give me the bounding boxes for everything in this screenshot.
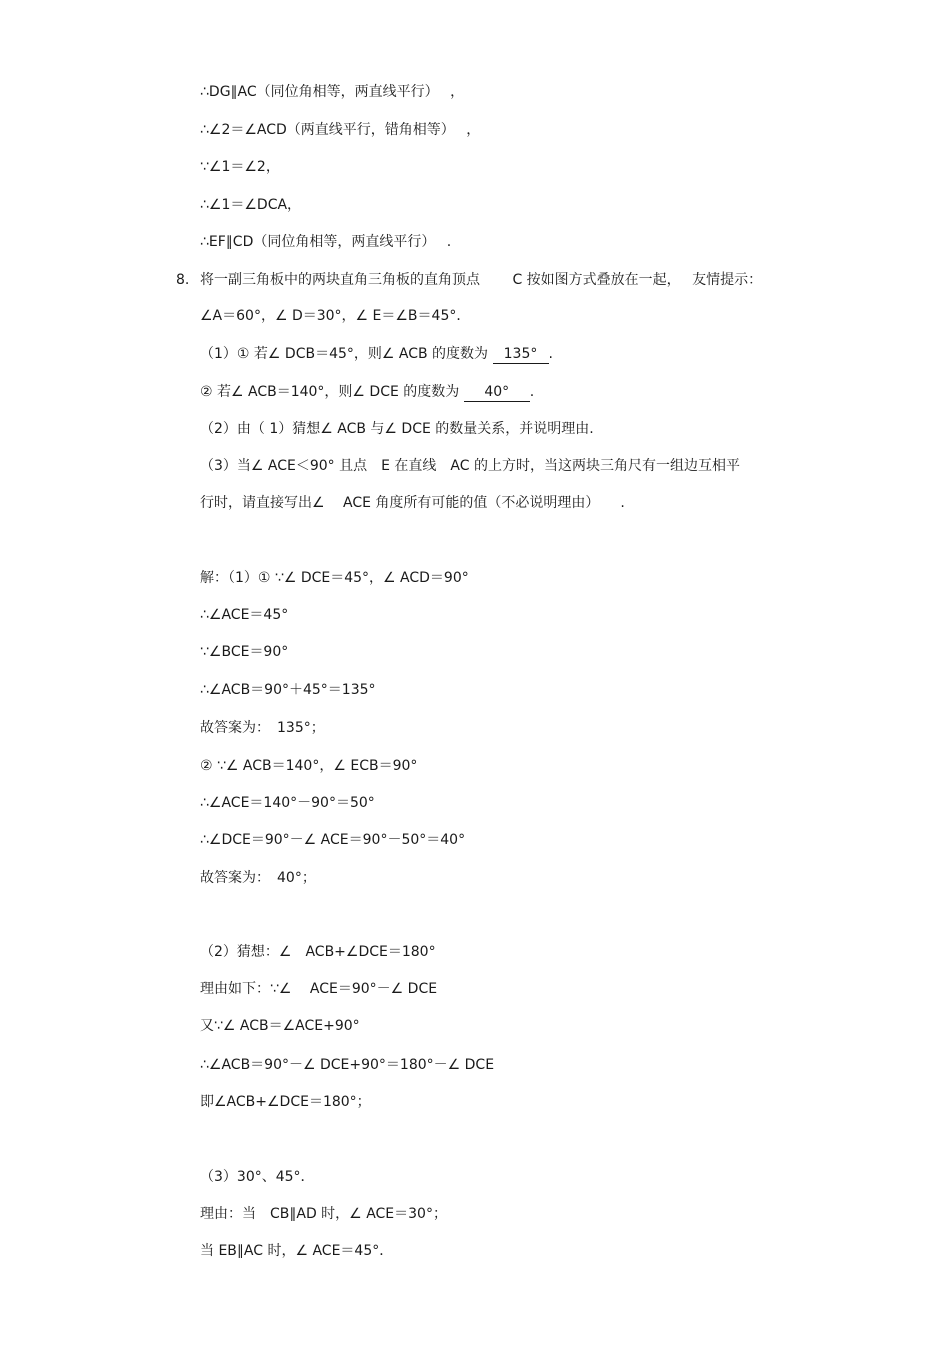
proof-line-2: ∴∠2＝∠ACD（两直线平行，错角相等） ， [200,122,481,138]
solution-line-11: 理由如下：∵∠ ACE＝90°－∠ DCE [200,981,438,997]
solution-line-8: ∴∠DCE＝90°－∠ ACE＝90°－50°＝40° [200,832,466,848]
question-1a-answer: 135° [493,345,549,364]
question-1a-prefix: （1）① 若∠ DCB＝45°，则∠ ACB 的度数为 [200,346,489,362]
problem-statement-line-1: 将一副三角板中的两块直角三角板的直角顶点 C 按如图方式叠放在一起， 友情提示： [200,272,763,288]
solution-line-14: 即∠ACB+∠DCE＝180°； [200,1094,371,1110]
solution-line-2: ∴∠ACE＝45° [200,607,289,623]
solution-line-5: 故答案为： 135°； [200,720,325,736]
question-1a-suffix: . [548,346,553,362]
question-1b-answer: 40° [464,383,530,402]
solution-line-12: 又∵∠ ACB＝∠ACE+90° [200,1018,360,1034]
question-1b-suffix: . [529,384,535,400]
solution-line-10: （2）猜想：∠ ACB+∠DCE＝180° [200,944,436,960]
proof-line-3: ∵∠1＝∠2， [200,159,280,175]
solution-line-7: ∴∠ACE＝140°－90°＝50° [200,795,375,811]
solution-line-16: 理由：当 CB∥AD 时，∠ ACE＝30°； [200,1206,447,1222]
problem-statement-line-2: ∠A＝60°，∠ D＝30°，∠ E＝∠B＝45°． [200,308,471,324]
proof-line-1: ∴DG∥AC（同位角相等，两直线平行） ， [200,84,465,100]
solution-line-17: 当 EB∥AC 时，∠ ACE＝45°． [200,1243,394,1259]
question-1b [200,382,534,402]
question-2: （2）由（ 1）猜想∠ ACB 与∠ DCE 的数量关系，并说明理由. [200,421,594,437]
proof-line-5: ∴EF∥CD（同位角相等，两直线平行） . [200,234,452,250]
question-3-line-1: （3）当∠ ACE＜90° 且点 E 在直线 AC 的上方时，当这两块三角尺有一组边互相平 [200,458,740,474]
solution-line-13: ∴∠ACB＝90°－∠ DCE+90°＝180°－∠ DCE [200,1057,495,1073]
solution-line-15: （3）30°、45°． [200,1169,315,1185]
proof-line-4: ∴∠1＝∠DCA， [200,197,302,213]
question-3-line-2: 行时，请直接写出∠ ACE 角度所有可能的值（不必说明理由） . [200,495,625,511]
solution-line-6: ② ∵∠ ACB＝140°，∠ ECB＝90° [200,758,418,774]
question-1b-prefix: ② 若∠ ACB＝140°，则∠ DCE 的度数为 [200,384,460,400]
solution-line-1: 解：（1）① ∵∠ DCE＝45°，∠ ACD＝90° [200,570,469,586]
solution-line-3: ∵∠BCE＝90° [200,644,289,660]
problem-number: 8. [176,272,190,288]
solution-line-9: 故答案为： 40°； [200,870,316,886]
solution-line-4: ∴∠ACB＝90°＋45°＝135° [200,682,376,698]
question-1a [200,344,553,364]
